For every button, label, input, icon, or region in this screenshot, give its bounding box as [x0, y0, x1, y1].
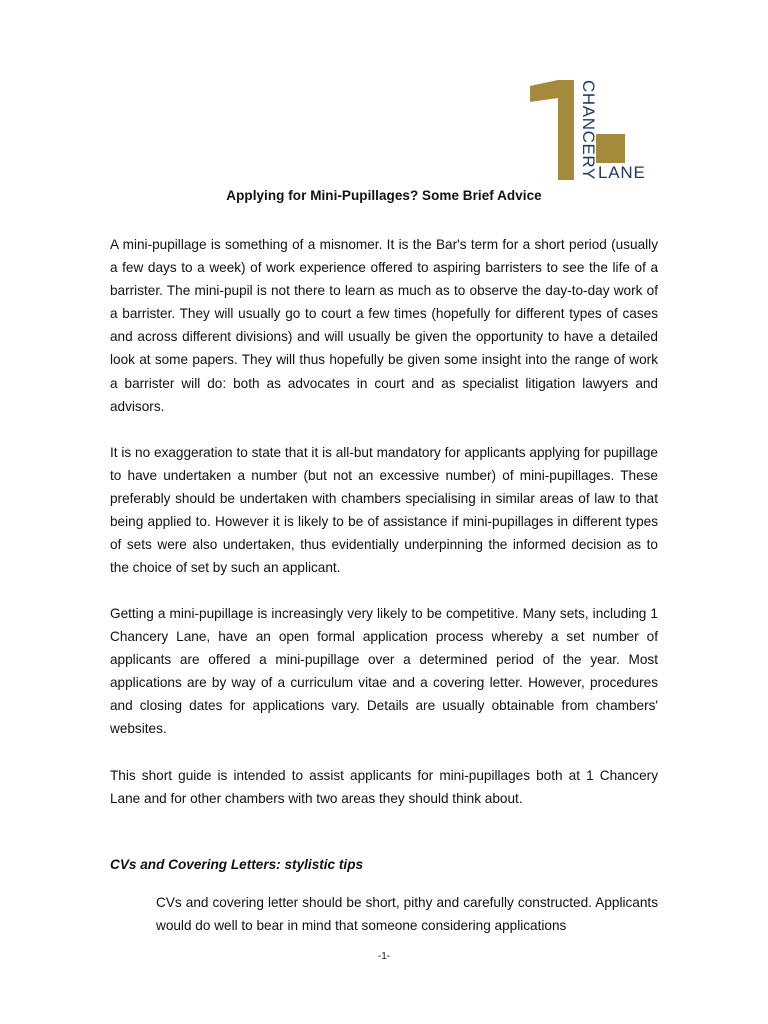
paragraph-mini-pupillage-definition: A mini-pupillage is something of a misnomer. It is the Bar's term for a short period (usually a few days to a week) of work experience offered to aspiring barristers to see the life of a barrister. The mini-pupil is not there to learn as much as to observe the day-to-day work of a barrister. They will usually go to court a few times (hopefully for different types of cases and across different divisions) and will usually be given the opportunity to have a detailed look at some papers. They will thus hopefully be given some insight into the range of work a barrister will do: both as advocates in court and as specialist litigation lawyers and advisors.	[110, 237, 658, 414]
svg-text:LANE: LANE	[598, 163, 646, 182]
svg-text:CHANCERY: CHANCERY	[579, 80, 598, 180]
paragraph-competitive-applications: Getting a mini-pupillage is increasingly very likely to be competitive. Many sets, including 1 Chancery Lane, have an open formal application process whereby a set number of applicants are offered a mini-pupillage over a determined period of the year. Most applications are by way of a curriculum vitae and a covering letter. However, procedures and closing dates for applications vary. Details are usually obtainable from chambers' websites.	[110, 606, 658, 737]
chambers-logo	[528, 78, 658, 184]
chambers-logo-graphic	[528, 78, 658, 184]
page-number: -1-	[377, 951, 391, 962]
document-title: Applying for Mini-Pupillages? Some Brief Advice	[226, 188, 542, 203]
section-paragraph-cvs: CVs and covering letter should be short, pithy and carefully constructed. Applicants would do well to bear in mind that someone considering applications	[156, 895, 658, 934]
paragraph-guide-intro: This short guide is intended to assist applicants for mini-pupillages both at 1 Chancery Lane and for other chambers with two areas they should think about.	[110, 768, 658, 807]
section-heading-cvs: CVs and Covering Letters: stylistic tips	[110, 857, 364, 872]
paragraph-mandatory-mini-pupillages: It is no exaggeration to state that it is all-but mandatory for applicants applying for pupillage to have undertaken a number (but not an excessive number) of mini-pupillages. These preferably should be undertaken with chambers specialising in similar areas of law to that being applied to. However it is likely to be of assistance if mini-pupillages in different types of sets were also undertaken, thus evidentially underpinning the informed decision as to the choice of set by such an applicant.	[110, 445, 658, 576]
